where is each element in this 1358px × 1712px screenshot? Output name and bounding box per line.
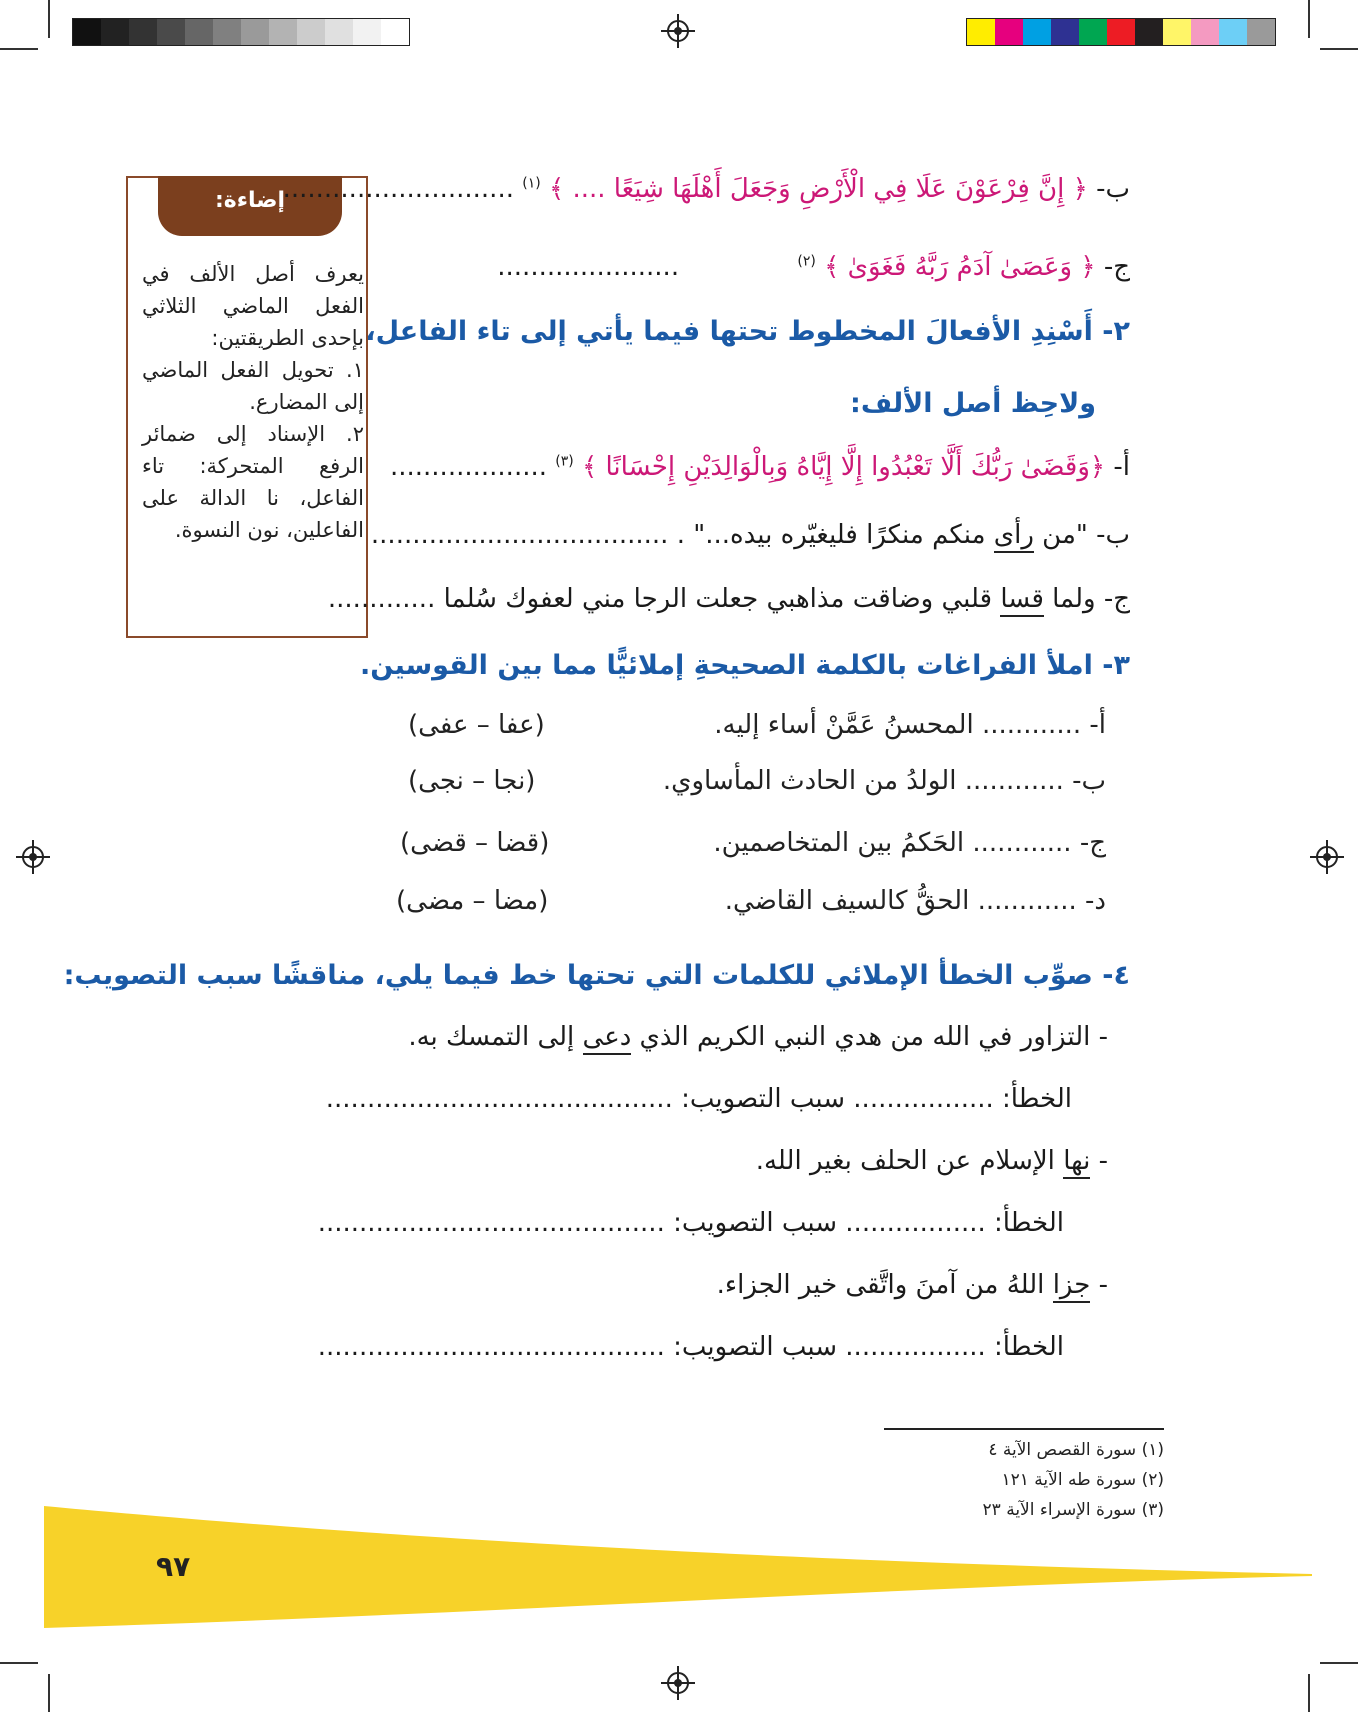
footnote-1: (١) سورة القصص الآية ٤ [988, 1440, 1164, 1460]
color-bar [966, 18, 1276, 46]
crop-mark [48, 0, 50, 38]
crop-mark [1320, 48, 1358, 50]
quran-verse: ﴿ وَعَصَىٰ آدَمُ رَبَّهُ فَغَوَىٰ ﴾ [824, 252, 1096, 282]
q4-heading: ٤- صوِّب الخطأ الإملائي للكلمات التي تحتها خط فيما يلي، مناقشًا سبب التصويب: [63, 960, 1130, 991]
footer-swoosh [0, 1490, 1358, 1640]
q3-item: د- ............ الحقُّ كالسيف القاضي. [724, 886, 1106, 916]
sidebar-intro: يعرف أصل الألف في الفعل الماضي الثلاثي بإحدى الطريقتين: [142, 262, 364, 350]
ex1-line-b: ب- ﴿ إِنَّ فِرْعَوْنَ عَلَا فِي الْأَرْضِ وَجَعَلَ أَهْلَهَا شِيَعًا .... ﴾ $^{(١)}$ ............................ [282, 174, 1130, 204]
crop-mark [0, 1662, 38, 1664]
q3-choice: (قضا – قضى) [400, 828, 550, 858]
q4-answer-line-2: الخطأ: ................. سبب التصويب: .......................................... [317, 1208, 1064, 1238]
q3-item: ج- ............ الحَكمُ بين المتخاصمين. [713, 828, 1106, 858]
sidebar-title: إضاءة: [158, 176, 342, 236]
q2-line-c: ج- ولما قسا قلبي وضاقت مذاهبي جعلت الرجا مني لعفوك سُلما ............. [328, 584, 1130, 614]
crop-mark [1308, 1674, 1310, 1712]
sidebar-item-1: ١. تحويل الفعل الماضي إلى المضارع. [142, 358, 364, 414]
q3-item: أ- ............ المحسنُ عَمَّنْ أساء إليه. [714, 710, 1106, 740]
q2-subheading: ولاحِظ أصل الألف: [850, 388, 1096, 419]
q2-line-b: ب- "من رأى منكم منكرًا فليغيّره بيده..." . .................................... [371, 520, 1130, 550]
q4-answer-line-1: الخطأ: ................. سبب التصويب: .......................................... [325, 1084, 1072, 1114]
quran-verse: ﴿وَقَضَىٰ رَبُّكَ أَلَّا تَعْبُدُوا إِلَّا إِيَّاهُ وَبِالْوَالِدَيْنِ إِحْسَانًا ﴾ [582, 452, 1106, 482]
footnote-3: (٣) سورة الإسراء الآية ٢٣ [982, 1500, 1164, 1520]
crop-mark [0, 48, 38, 50]
page-number: ٩٧ [156, 1550, 191, 1583]
q2-heading: ٢- أَسْنِدِ الأفعالَ المخطوط تحتها فيما يأتي إلى تاء الفاعل، [365, 316, 1130, 347]
registration-mark-icon [667, 1672, 689, 1694]
quran-verse: ﴿ إِنَّ فِرْعَوْنَ عَلَا فِي الْأَرْضِ وَجَعَلَ أَهْلَهَا شِيَعًا .... ﴾ [548, 174, 1088, 204]
ex1-line-c: ج- ﴿ وَعَصَىٰ آدَمُ رَبَّهُ فَغَوَىٰ ﴾ $^{(٢)}$ ...................... [497, 252, 1130, 282]
q3-heading: ٣- املأ الفراغات بالكلمة الصحيحةِ إملائيًّا مما بين القوسين. [360, 650, 1130, 681]
q4-sentence-2: - نها الإسلام عن الحلف بغير الله. [756, 1146, 1108, 1176]
underlined-word: جزا [1053, 1270, 1091, 1303]
footnote-2: (٢) سورة طه الآية ١٢١ [1001, 1470, 1164, 1490]
q3-choice: (عفا – عفى) [408, 710, 545, 740]
underlined-word: نها [1063, 1146, 1090, 1179]
q3-choice: (مضا – مضى) [396, 886, 549, 916]
registration-mark-icon [667, 20, 689, 42]
footnote-divider [884, 1428, 1164, 1430]
crop-mark [48, 1674, 50, 1712]
q4-sentence-3: - جزا اللهُ من آمنَ واتَّقى خير الجزاء. [717, 1270, 1108, 1300]
crop-mark [1320, 1662, 1358, 1664]
q3-item: ب- ............ الولدُ من الحادث المأساوي. [662, 766, 1106, 796]
registration-mark-icon [22, 846, 44, 868]
q3-choice: (نجا – نجى) [408, 766, 536, 796]
q2-line-a: أ- ﴿وَقَضَىٰ رَبُّكَ أَلَّا تَعْبُدُوا إِلَّا إِيَّاهُ وَبِالْوَالِدَيْنِ إِحْسَانًا ﴾ $^{(٣)}$ ................... [389, 452, 1130, 482]
crop-mark [1308, 0, 1310, 38]
underlined-word: رأى [994, 520, 1034, 553]
underlined-word: قسا [1000, 584, 1044, 617]
sidebar-text [142, 258, 364, 546]
sidebar-item-2: ٢. الإسناد إلى ضمائر الرفع المتحركة: تاء الفاعل، نا الدالة على الفاعلين، نون النسوة. [142, 422, 364, 542]
registration-mark-icon [1316, 846, 1338, 868]
underlined-word: دعى [583, 1022, 632, 1055]
q4-answer-line-3: الخطأ: ................. سبب التصويب: .......................................... [317, 1332, 1064, 1362]
q4-sentence-1: - التزاور في الله من هدي النبي الكريم الذي دعى إلى التمسك به. [408, 1022, 1108, 1052]
grayscale-bar [72, 18, 410, 46]
